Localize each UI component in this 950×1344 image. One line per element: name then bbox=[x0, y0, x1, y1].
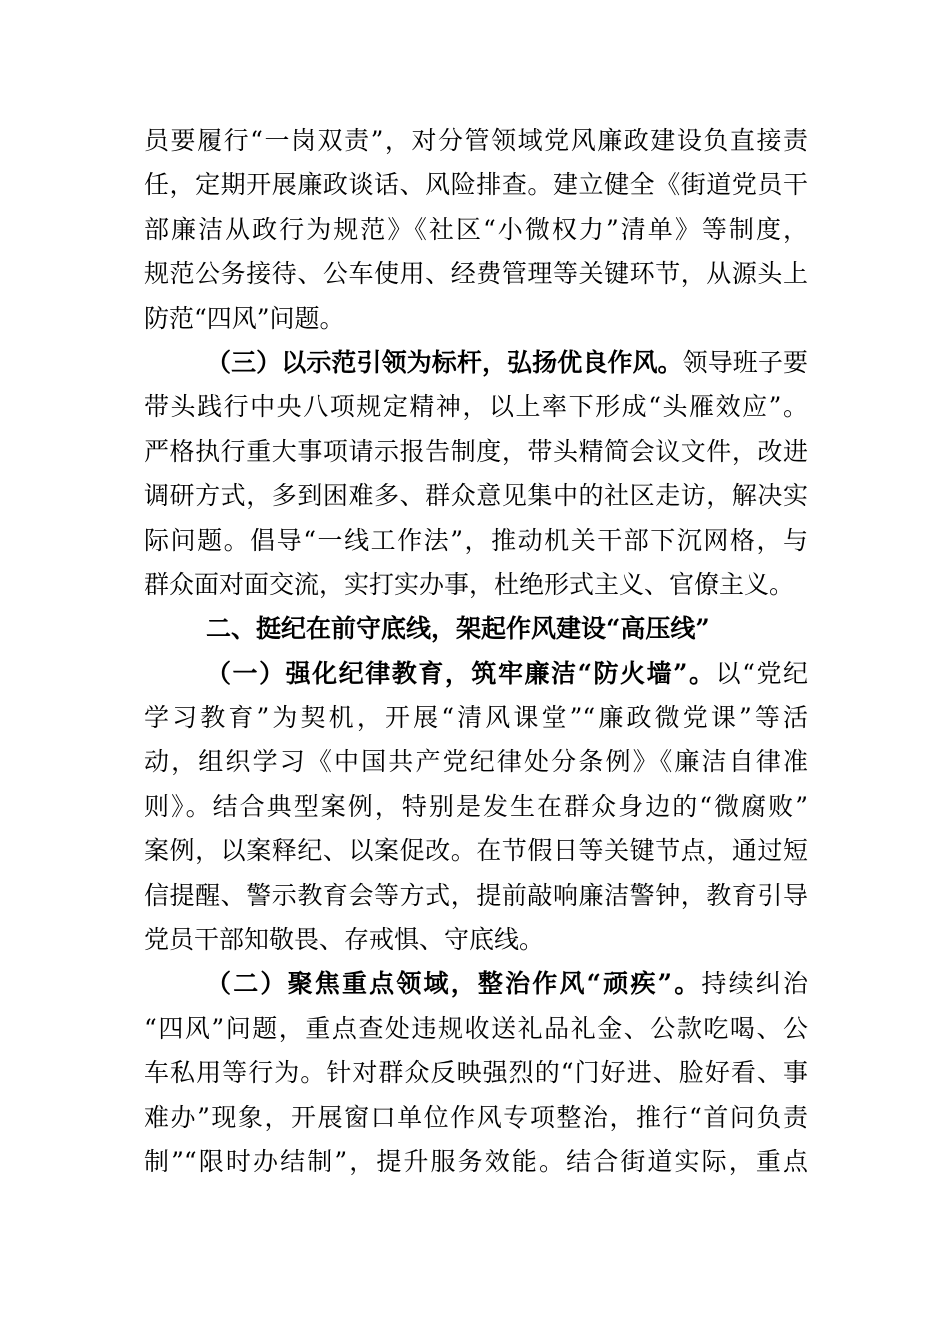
subsection-1-lead: 以“党纪 bbox=[715, 658, 808, 688]
section-2-heading: 二、挺纪在前守底线，架起作风建设“高压线” bbox=[206, 614, 710, 644]
subsection-3-heading: （三）以示范引领为标杆，弘扬优良作风。 bbox=[206, 347, 683, 377]
text-line: 群众面对面交流，实打实办事，杜绝形式主义、官僚主义。 bbox=[144, 569, 795, 599]
text-line: 学习教育”为契机，开展“清风课堂”“廉政微党课”等活 bbox=[144, 703, 808, 733]
text-line: 动，组织学习《中国共产党纪律处分条例》《廉洁自律准 bbox=[144, 747, 808, 777]
text-line: 调研方式，多到困难多、群众意见集中的社区走访，解决实 bbox=[144, 481, 808, 511]
text-line: 车私用等行为。针对群众反映强烈的“门好进、脸好看、事 bbox=[144, 1058, 808, 1088]
text-line: 案例，以案释纪、以案促改。在节假日等关键节点，通过短 bbox=[144, 836, 808, 866]
text-line: 制”“限时办结制”，提升服务效能。结合街道实际，重点 bbox=[144, 1146, 808, 1176]
subsection-1-heading: （一）强化纪律教育，筑牢廉洁“防火墙”。 bbox=[206, 658, 716, 688]
text-line: “四风”问题，重点查处违规收送礼品礼金、公款吃喝、公 bbox=[144, 1013, 808, 1043]
document-body bbox=[144, 119, 808, 1184]
text-line: 信提醒、警示教育会等方式，提前敲响廉洁警钟，教育引导 bbox=[144, 880, 808, 910]
text-line: 防范“四风”问题。 bbox=[144, 303, 345, 333]
subsection-3-lead: 领导班子要 bbox=[682, 347, 808, 377]
text-line: 则》。结合典型案例，特别是发生在群众身边的“微腐败” bbox=[144, 791, 808, 821]
subsection-2-first-line bbox=[144, 962, 808, 1006]
subsection-2-lead: 持续纠治 bbox=[701, 969, 808, 999]
text-line: 难办”现象，开展窗口单位作风专项整治，推行“首问负责 bbox=[144, 1102, 808, 1132]
subsection-3-first-line bbox=[144, 341, 808, 385]
text-line: 任，定期开展廉政谈话、风险排查。建立健全《街道党员干 bbox=[144, 170, 808, 200]
text-line: 带头践行中央八项规定精神，以上率下形成“头雁效应”。 bbox=[144, 392, 808, 422]
text-line: 规范公务接待、公车使用、经费管理等关键环节，从源头上 bbox=[144, 259, 808, 289]
text-line: 党员干部知敬畏、存戒惧、守底线。 bbox=[144, 925, 545, 955]
text-line: 部廉洁从政行为规范》《社区“小微权力”清单》等制度， bbox=[144, 214, 808, 244]
text-line: 员要履行“一岗双责”，对分管领域党风廉政建设负直接责 bbox=[144, 126, 808, 155]
subsection-1-first-line bbox=[144, 652, 808, 696]
text-line: 际问题。倡导“一线工作法”，推动机关干部下沉网格，与 bbox=[144, 525, 808, 555]
text-line: 严格执行重大事项请示报告制度，带头精简会议文件，改进 bbox=[144, 436, 808, 466]
subsection-2-heading: （二）聚焦重点领域，整治作风“顽疾”。 bbox=[206, 969, 702, 999]
